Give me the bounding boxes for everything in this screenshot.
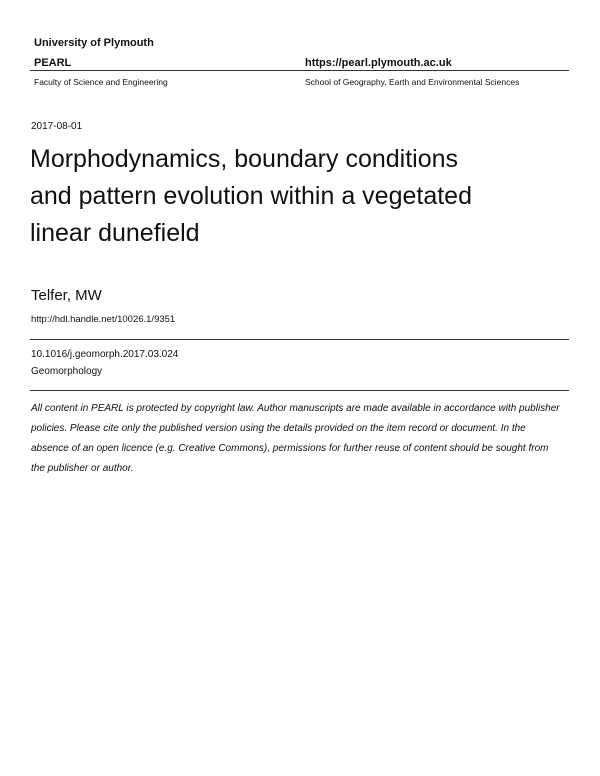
title-line-1: Morphodynamics, boundary conditions <box>30 145 459 173</box>
document-title <box>30 141 550 252</box>
school-name: School of Geography, Earth and Environmental Sciences <box>305 77 520 87</box>
notice-divider <box>30 390 569 391</box>
title-line-2: and pattern evolution within a vegetated <box>30 182 472 210</box>
author-name: Telfer, MW <box>31 287 102 304</box>
repository-url: https://pearl.plymouth.ac.uk <box>305 57 452 69</box>
copyright-notice: All content in PEARL is protected by copyright law. Author manuscripts are made available in accordance with publisher policies. Please cite only the published version using the details provided on the item record or document. In the absence of an open licence (e.g. Creative Commons), permissions for further reuse of content should be sought from the publisher or author. <box>31 403 560 474</box>
title-line-3: linear dunefield <box>30 219 200 247</box>
faculty-name: Faculty of Science and Engineering <box>34 77 168 87</box>
metadata-divider <box>30 339 569 340</box>
handle-link[interactable]: http://hdl.handle.net/10026.1/9351 <box>31 314 176 325</box>
journal-name: Geomorphology <box>31 366 103 377</box>
institution-name: University of Plymouth <box>34 37 154 49</box>
header-divider <box>30 70 569 71</box>
repository-name: PEARL <box>34 57 72 69</box>
doi-text: 10.1016/j.geomorph.2017.03.024 <box>31 349 179 360</box>
publication-date: 2017-08-01 <box>31 121 83 132</box>
